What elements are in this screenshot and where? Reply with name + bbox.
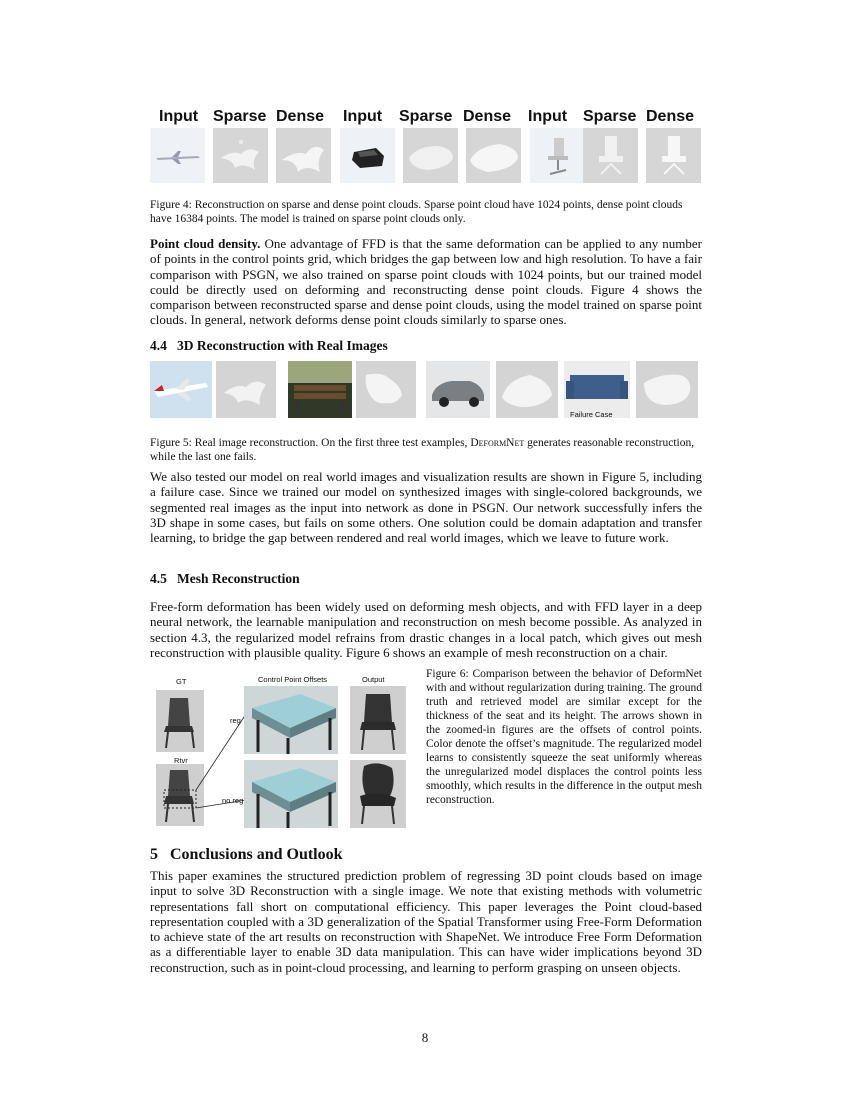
figure6 [150, 672, 420, 830]
section-4-5-number: 4.5 [150, 571, 167, 586]
airplane-dense-cloud [276, 128, 331, 183]
gt-chair-back [168, 698, 190, 726]
rtvr-label: Rtvr [174, 756, 188, 765]
fig4-header-dense-2: Dense [463, 108, 512, 125]
point-cloud-density-text: One advantage of FFD is that the same deformation can be applied to any number of points in the control points grid, which bridges the gap between low and high resolution. To have a fair comparison with PSGN, we also trained on sparse point clouds with 1024 points, but our trained model could be directly used on deforming and reconstructing dense point clouds. Figure 4 shows the comparison between reconstructed sparse and dense point clouds, using the model trained on sparse point clouds. In general, network deforms dense point clouds similarly to sparse ones. [150, 236, 702, 328]
gt-label: GT [176, 677, 187, 686]
figure5-caption-post: generates reasonable reconstruction, while the last one fails. [150, 437, 695, 463]
section-5-title: Conclusions and Outlook [170, 846, 343, 863]
airplane-sparse-cloud [213, 128, 268, 183]
bench-photo [288, 361, 352, 418]
output-label: Output [362, 675, 385, 684]
car-photo [426, 361, 490, 418]
figure5-caption [150, 436, 702, 464]
no-reg-label: no reg [222, 796, 244, 805]
control-point-offsets-label: Control Point Offsets [258, 675, 328, 684]
figure4-caption: Figure 4: Reconstruction on sparse and dense point clouds. Sparse point cloud have 1024 points, dense point clouds have 16384 points. The model is trained on sparse point clouds only. [150, 199, 683, 225]
rtvr-chair-seat [164, 796, 194, 804]
fig4-header-sparse-3: Sparse [583, 108, 637, 125]
chair-dense-cloud [646, 128, 701, 183]
chair-input-image [530, 128, 585, 183]
fig4-header-input-2: Input [343, 108, 383, 125]
airplane-input-image [150, 128, 205, 183]
car-reconstruction [496, 361, 558, 418]
rtvr-chair-back [168, 770, 190, 796]
section-5-heading [150, 846, 343, 864]
figure5-caption-pre: Figure 5: Real image reconstruction. On the first three test examples, [150, 437, 471, 449]
fig4-header-dense-3: Dense [646, 108, 695, 125]
chair-sparse-cloud [583, 128, 638, 183]
airplane-reconstruction [216, 361, 276, 418]
section-4-4-heading [150, 338, 388, 354]
figure4-image-row [150, 128, 702, 184]
point-cloud-density-heading: Point cloud density. [150, 236, 261, 251]
section-4-4-number: 4.4 [150, 338, 167, 353]
car-sparse-cloud [403, 128, 458, 183]
reg-label: reg [230, 716, 241, 725]
section-5-number: 5 [150, 846, 158, 863]
airplane-photo [150, 361, 212, 418]
fig4-header-sparse-1: Sparse [213, 108, 267, 125]
section-4-5-title: Mesh Reconstruction [177, 571, 300, 586]
section-4-5-heading [150, 571, 300, 587]
gt-chair-seat [164, 726, 194, 732]
section-4-4-title: 3D Reconstruction with Real Images [177, 338, 388, 353]
reg-output-seat [360, 722, 396, 730]
bench-reconstruction [356, 361, 416, 418]
figure5-caption-name: DeformNet [470, 437, 525, 449]
point-cloud-density-paragraph [150, 236, 702, 328]
fig4-header-input-1: Input [159, 108, 199, 125]
sofa-reconstruction [636, 361, 698, 418]
real-images-paragraph: We also tested our model on real world images and visualization results are shown in Figure 5, including a failure case. Since we trained our model on synthesized images with single-colored backgrounds, we segmented real images as the input into network as done in PSGN. Our network successfully infers the 3D shape in some cases, but fails on some others. One solution could be domain adaptation and transfer learning, to bridge the gap between rendered and real world images, which we leave to future work. [150, 469, 702, 546]
fig4-header-dense-1: Dense [276, 108, 325, 125]
figure5-image-row [150, 361, 702, 421]
fig4-header-input-3: Input [528, 108, 568, 125]
car-dense-cloud [466, 128, 521, 183]
figure6-caption: Figure 6: Comparison between the behavior of DeformNet with and without regularization during training. The ground truth and retrieved model are similar except for the thickness of the seat and its height. The arrows shown in the zoomed-in figures are the offsets of control points. Color denote the offset’s magnitude. The regularized model learns to consistently squeeze the seat uniformly whereas the unregularized model displaces the control points less smoothly, which results in the difference in the output mesh reconstruction. [426, 668, 702, 806]
figure4-headers [150, 108, 702, 130]
car-input-image [340, 128, 395, 183]
failure-case-label: Failure Case [570, 410, 613, 419]
figure6-diagram [150, 672, 420, 830]
mesh-paragraph: Free-form deformation has been widely used on deforming mesh objects, and with FFD layer in a deep neural network, the learnable manipulation and reconstruction on mesh become possible. As analyzed in section 4.3, the regularized model refrains from drastic changes in a local patch, which gives out mesh reconstruction with plausible quality. Figure 6 shows an example of mesh reconstruction on a chair. [150, 599, 702, 660]
page-number: 8 [421, 1030, 429, 1045]
fig4-header-sparse-2: Sparse [399, 108, 453, 125]
conclusion-paragraph: This paper examines the structured prediction problem of regressing 3D point clouds based on image input to solve 3D Reconstruction with a single image. We note that existing methods with volumetric representations fall short on computational efficiency. This paper leverages the Point cloud-based representation coupled with a 3D generalization of the Spatial Transformer using Free-Form Deformation to achieve state of the art results on reconstruction with ShapeNet. We introduce Free Form Deformation as a differentiable layer to enable 3D data manipulation. This can have wider implications beyond 3D reconstruction, such as in point-cloud processing, and learning to perform grasping on unseen objects. [150, 868, 702, 975]
noreg-output-back [362, 763, 393, 796]
reg-output-back [364, 694, 392, 722]
